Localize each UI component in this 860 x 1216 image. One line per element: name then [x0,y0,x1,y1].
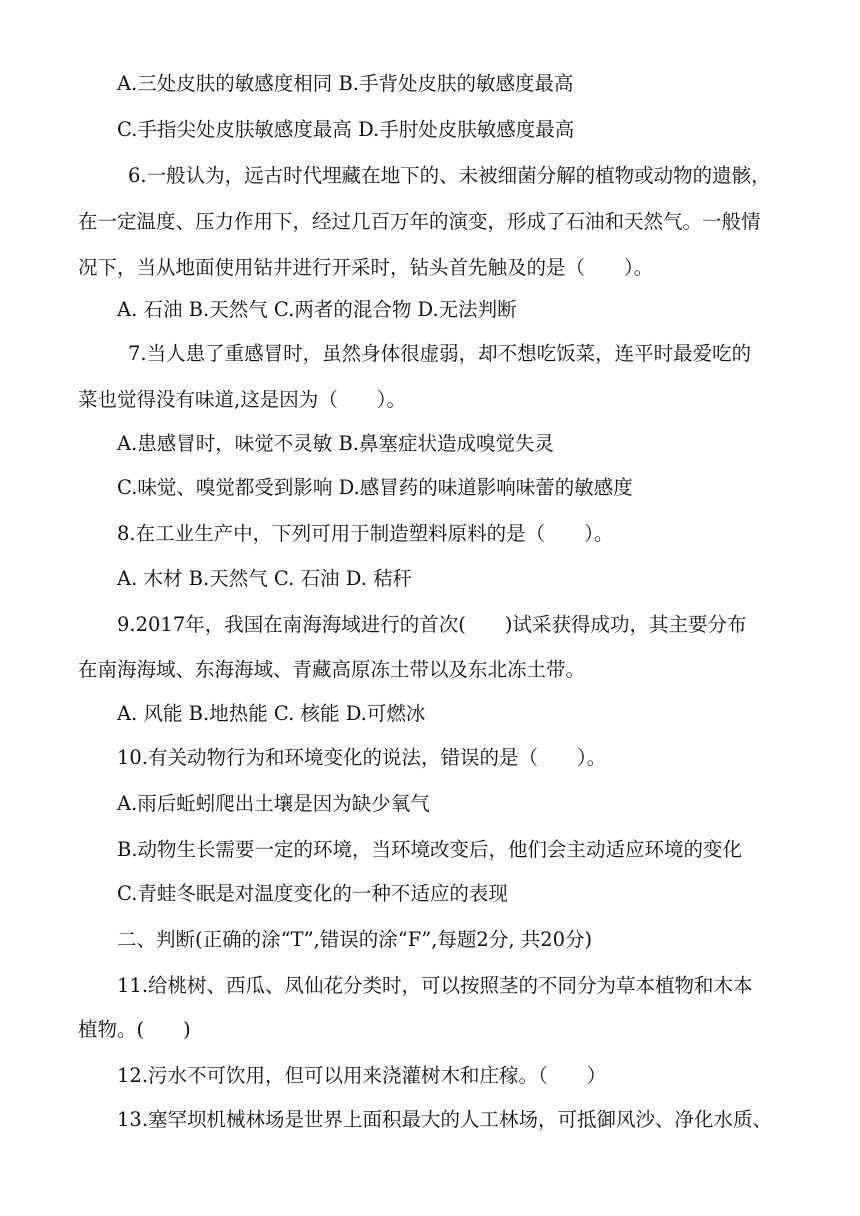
q10-option-c: C.青蛙冬眠是对温度变化的一种不适应的表现 [117,882,508,905]
q6-options: A. 石油 B.天然气 C.两者的混合物 D.无法判断 [117,298,517,321]
q8-stem: 8.在工业生产中，下列可用于制造塑料原料的是（ ）。 [117,522,614,545]
q9-stem-line1: 9.2017年，我国在南海海域进行的首次( )试采获得成功，其主要分布 [117,613,747,636]
q12-line1: 12.污水不可饮用，但可以用来浇灌树木和庄稼。（ ） [117,1064,607,1087]
q8-options: A. 木材 B.天然气 C. 石油 D. 秸秆 [117,567,413,590]
q11-line2: 植物。( ) [78,1018,191,1041]
q5-options-line2: C.手指尖处皮肤敏感度最高 D.手肘处皮肤敏感度最高 [117,118,575,141]
q6-stem-line2: 在一定温度、压力作用下，经过几百万年的演变，形成了石油和天然气。一般情 [78,210,761,233]
q7-stem-line1: 7.当人患了重感冒时，虽然身体很虚弱，却不想吃饭菜，连平时最爱吃的 [128,342,752,365]
q9-options: A. 风能 B.地热能 C. 核能 D.可燃冰 [117,702,426,725]
q7-stem-line2: 菜也觉得没有味道,这是因为（ ）。 [78,388,406,411]
q5-options-line1: A.三处皮肤的敏感度相同 B.手背处皮肤的敏感度最高 [117,72,574,95]
q11-line1: 11.给桃树、西瓜、凤仙花分类时，可以按照茎的不同分为草本植物和木本 [117,974,753,997]
q10-option-a: A.雨后蚯蚓爬出土壤是因为缺少氧气 [117,792,430,815]
q10-stem: 10.有关动物行为和环境变化的说法，错误的是（ ）。 [117,746,607,769]
q9-stem-line2: 在南海海域、东海海域、青藏高原冻土带以及东北冻土带。 [78,658,586,681]
q6-stem-line3: 况下，当从地面使用钻井进行开采时，钻头首先触及的是（ ）。 [78,256,654,279]
section-heading: 二、判断(正确的涂“T”,错误的涂“F”,每题2分, 共20分) [117,928,593,951]
q13-line1: 13.塞罕坝机械林场是世界上面积最大的人工林场，可抵御风沙、净化水质、 [117,1108,773,1131]
q6-stem-line1: 6.一般认为，远古时代埋藏在地下的、未被细菌分解的植物或动物的遗骸， [128,164,771,187]
q7-options-line2: C.味觉、嗅觉都受到影响 D.感冒药的味道影响味蕾的敏感度 [117,476,633,499]
q10-option-b: B.动物生长需要一定的环境，当环境改变后，他们会主动适应环境的变化 [117,838,743,861]
q7-options-line1: A.患感冒时，味觉不灵敏 B.鼻塞症状造成嗅觉失灵 [117,432,555,455]
